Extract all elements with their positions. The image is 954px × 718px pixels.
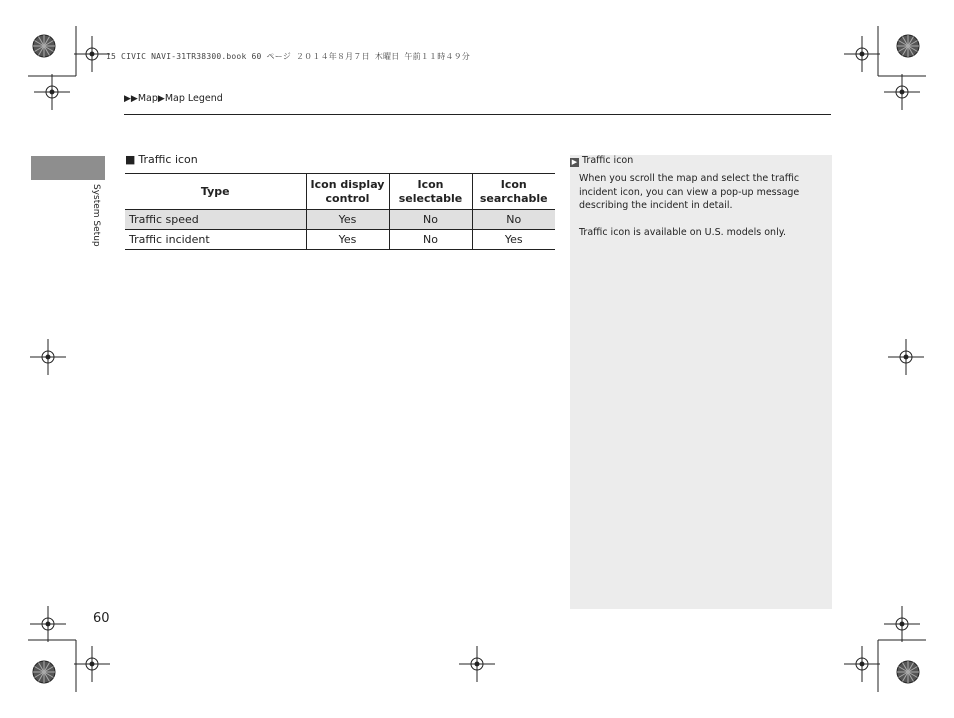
header-rule — [124, 114, 831, 115]
print-file-info: 15 CIVIC NAVI-31TR38300.book 60 ページ ２０１４年８月７日 木曜日 午前１１時４９分 — [106, 52, 471, 61]
crosshair-mark — [860, 52, 864, 56]
column-header: Type — [125, 174, 306, 210]
table-row — [125, 230, 555, 250]
breadcrumb-item-map[interactable]: Map — [137, 93, 158, 104]
crosshair-mark — [46, 355, 50, 359]
table-cell: Traffic speed — [125, 210, 306, 230]
crosshair-mark — [475, 662, 479, 666]
side-note-paragraph: When you scroll the map and select the traffic incident icon, you can view a pop-up message describing the incident in detail. — [579, 173, 800, 211]
table-cell: Yes — [472, 230, 555, 250]
page-number: 60 — [93, 611, 110, 626]
table-cell: Yes — [306, 210, 389, 230]
side-note-paragraph: Traffic icon is available on U.S. models only. — [579, 227, 786, 238]
crosshair-mark — [904, 355, 908, 359]
side-note-title — [570, 155, 633, 167]
breadcrumb-arrow-icon: ▶▶ — [124, 94, 138, 104]
column-header: Icon selectable — [389, 174, 472, 210]
breadcrumb — [124, 93, 223, 104]
chapter-tab-label: System Setup — [91, 184, 101, 247]
crosshair-mark — [46, 622, 50, 626]
crosshair-mark — [50, 90, 54, 94]
breadcrumb-arrow-icon: ▶ — [157, 94, 165, 104]
note-ref-icon: ▶ — [571, 158, 578, 166]
section-title-text: Traffic icon — [138, 153, 198, 166]
table-row — [125, 210, 555, 230]
table-cell: Traffic incident — [125, 230, 306, 250]
table-cell: Yes — [306, 230, 389, 250]
column-header: Icon display control — [306, 174, 389, 210]
section-marker-icon: ■ — [125, 153, 136, 166]
crosshair-mark — [900, 622, 904, 626]
column-header: Icon searchable — [472, 174, 555, 210]
section-title — [125, 153, 198, 166]
crosshair-mark — [860, 662, 864, 666]
table-cell: No — [472, 210, 555, 230]
table-cell: No — [389, 210, 472, 230]
crosshair-mark — [90, 662, 94, 666]
side-note-panel — [570, 155, 832, 609]
chapter-tab — [31, 156, 105, 180]
breadcrumb-item-map-legend[interactable]: Map Legend — [164, 93, 223, 104]
traffic-icon-table — [125, 173, 555, 250]
crosshair-mark — [900, 90, 904, 94]
crosshair-mark — [90, 52, 94, 56]
table-header-row — [125, 174, 555, 210]
table-cell: No — [389, 230, 472, 250]
side-note-title-text: Traffic icon — [582, 155, 634, 166]
